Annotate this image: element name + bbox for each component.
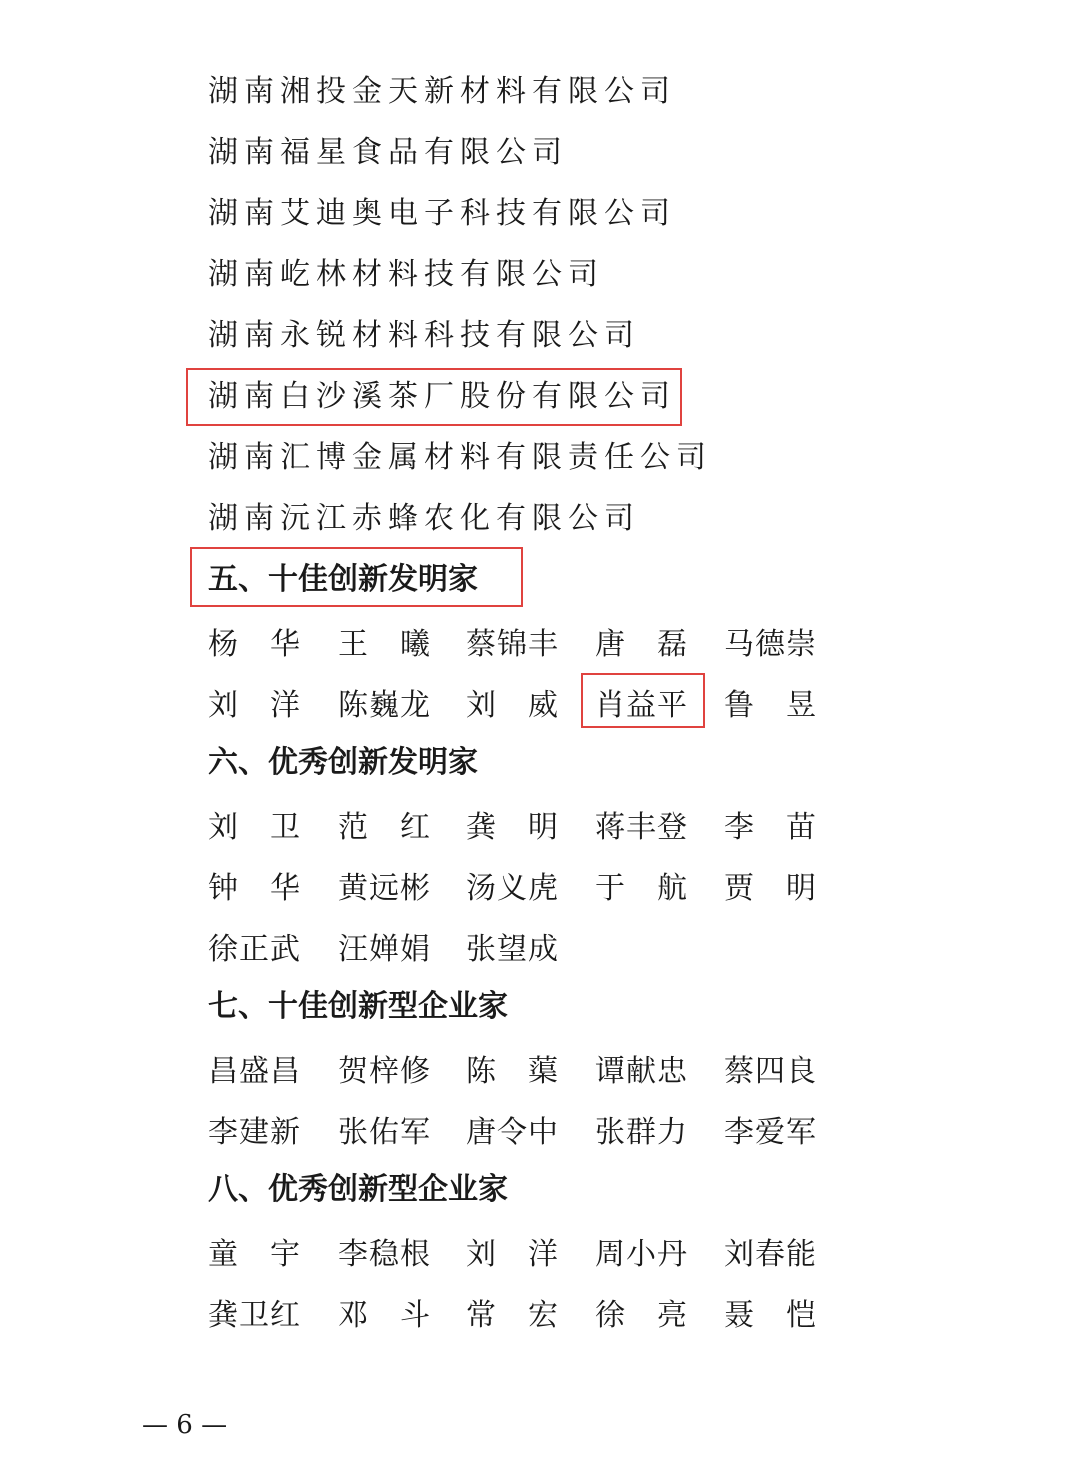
person-name: 常 宏 — [466, 1298, 558, 1333]
person-name: 鲁 昱 — [724, 688, 816, 723]
person-name: 汤 义 虎 — [466, 871, 558, 906]
person-name: 龚 明 — [466, 810, 558, 845]
person-name: 谭 献 忠 — [595, 1054, 687, 1089]
person-name: 马 德 崇 — [724, 627, 816, 662]
page-number: — 6 — — [142, 1410, 228, 1440]
person-name: 唐 磊 — [595, 627, 687, 662]
person-name: 徐 正 武 — [208, 932, 300, 967]
name-row — [208, 1109, 828, 1149]
person-name: 于 航 — [595, 871, 687, 906]
section-heading: 六、优秀创新发明家 — [208, 745, 478, 780]
person-name: 汪 婵 娟 — [338, 932, 430, 967]
name-row — [208, 682, 828, 722]
company-name: 湖南永锐材料科技有限公司 — [208, 318, 640, 353]
name-row — [208, 1292, 828, 1332]
company-name: 湖南白沙溪茶厂股份有限公司 — [208, 379, 676, 414]
person-name: 钟 华 — [208, 871, 300, 906]
person-name: 徐 亮 — [595, 1298, 687, 1333]
person-name: 张 群 力 — [595, 1115, 687, 1150]
name-row — [208, 1231, 828, 1271]
name-row — [208, 804, 828, 844]
person-name: 童 宇 — [208, 1237, 300, 1272]
person-name: 范 红 — [338, 810, 430, 845]
person-name: 刘 春 能 — [724, 1237, 816, 1272]
person-name: 刘 洋 — [208, 688, 300, 723]
person-name: 刘 威 — [466, 688, 558, 723]
person-name: 龚 卫 红 — [208, 1298, 300, 1333]
section-heading: 七、十佳创新型企业家 — [208, 989, 508, 1024]
person-name: 贾 明 — [724, 871, 816, 906]
section-heading: 八、优秀创新型企业家 — [208, 1172, 508, 1207]
person-name: 蒋 丰 登 — [595, 810, 687, 845]
person-name: 聂 恺 — [724, 1298, 816, 1333]
name-row — [208, 865, 828, 905]
person-name: 周 小 丹 — [595, 1237, 687, 1272]
person-name: 肖 益 平 — [595, 688, 687, 723]
name-row — [208, 1048, 828, 1088]
person-name: 黄 远 彬 — [338, 871, 430, 906]
person-name: 贺 梓 修 — [338, 1054, 430, 1089]
person-name: 唐 令 中 — [466, 1115, 558, 1150]
person-name: 李 爱 军 — [724, 1115, 816, 1150]
person-name: 王 曦 — [338, 627, 430, 662]
person-name: 张 佑 军 — [338, 1115, 430, 1150]
company-name: 湖南艾迪奥电子科技有限公司 — [208, 196, 676, 231]
person-name: 蔡 锦 丰 — [466, 627, 558, 662]
person-name: 邓 斗 — [338, 1298, 430, 1333]
person-name: 李 苗 — [724, 810, 816, 845]
person-name: 李 建 新 — [208, 1115, 300, 1150]
person-name: 杨 华 — [208, 627, 300, 662]
company-name: 湖南屹林材料技有限公司 — [208, 257, 604, 292]
company-name: 湖南汇博金属材料有限责任公司 — [208, 440, 712, 475]
person-name: 刘 洋 — [466, 1237, 558, 1272]
person-name: 昌 盛 昌 — [208, 1054, 300, 1089]
name-row — [208, 926, 828, 966]
company-name: 湖南湘投金天新材料有限公司 — [208, 74, 676, 109]
person-name: 李 稳 根 — [338, 1237, 430, 1272]
company-name: 湖南福星食品有限公司 — [208, 135, 568, 170]
name-row — [208, 621, 828, 661]
person-name: 蔡 四 良 — [724, 1054, 816, 1089]
company-name: 湖南沅江赤蜂农化有限公司 — [208, 501, 640, 536]
person-name: 陈 蕖 — [466, 1054, 558, 1089]
section-heading: 五、十佳创新发明家 — [208, 562, 478, 597]
person-name: 刘 卫 — [208, 810, 300, 845]
person-name: 陈 巍 龙 — [338, 688, 430, 723]
person-name: 张 望 成 — [466, 932, 558, 967]
